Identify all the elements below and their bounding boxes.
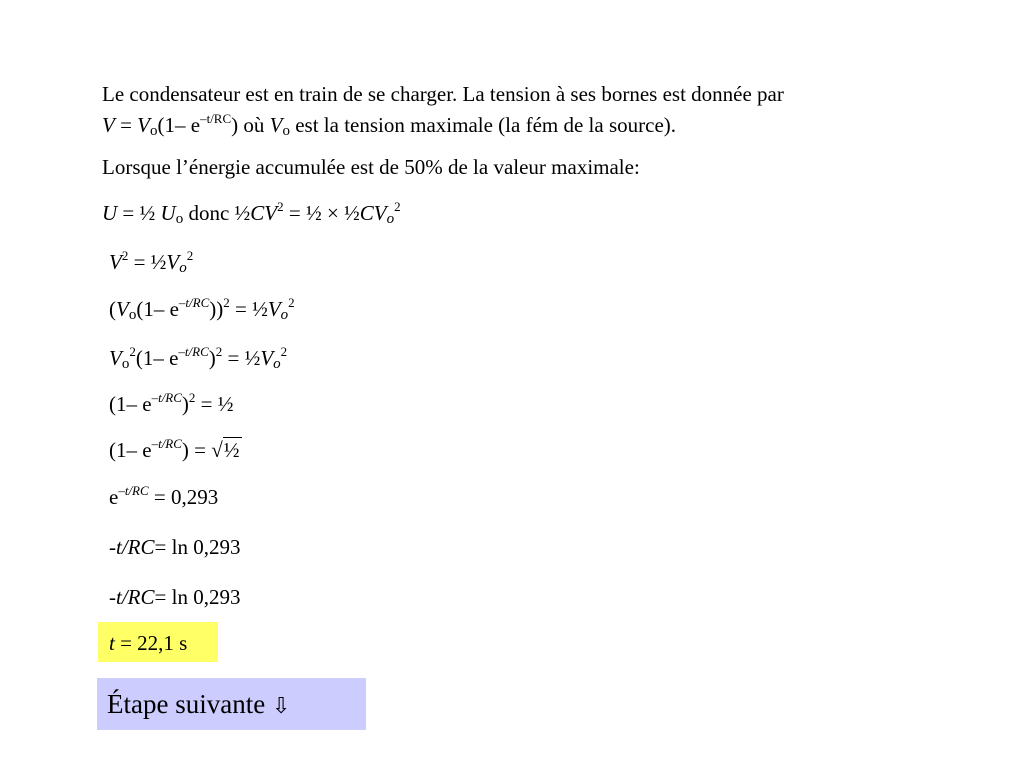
arrow-down-icon: ⇩: [271, 694, 291, 719]
sqrt-symbol: √: [211, 438, 223, 462]
condition-line: Lorsque l’énergie accumulée est de 50% de la valeur maximale:: [102, 155, 640, 179]
result-highlight: t = 22,1 s: [98, 622, 218, 662]
equation-exponential: $e^{-t/RC} = 0,293$: [109, 483, 219, 509]
equation-v-squared: $V^2$ = $\frac{1}{2}V_o^2$: [109, 248, 194, 276]
next-step-button[interactable]: [97, 678, 366, 730]
intro-line-2: $V = V_o(1-$ $e^{-t/RC}$) où $V_o$ est la tension maximale (la fém de la source).: [102, 111, 677, 139]
equation-simplified: (1– $e^{-t/RC})^2$ = ½: [109, 390, 234, 416]
equation-log-1: -t/RC= ln 0,293: [109, 535, 241, 559]
equation-root: (1– $e^{-t/RC}$) = √½: [109, 436, 240, 462]
sqrt-radicand: ½: [223, 438, 240, 462]
equation-energy: U = ½ $U_o$ donc $\frac{1}{2}CV^2$ = ½ × $\frac{1}{2}CV_o^2$: [102, 199, 401, 227]
equation-substitution: ($V_o(1-$ $e^{-t/RC}))^2$ = $\frac{1}{2}V_o^2$: [109, 295, 295, 323]
next-step-label: Étape suivante: [107, 689, 272, 719]
equation-expanded: $V_o^2(1-$ $e^{-t/RC})^2$ = $\frac{1}{2}V_o^2$: [109, 344, 288, 372]
intro-line-1: Le condensateur est en train de se charger. La tension à ses bornes est donnée par: [102, 82, 784, 106]
equation-log-2: -t/RC= ln 0,293: [109, 585, 241, 609]
